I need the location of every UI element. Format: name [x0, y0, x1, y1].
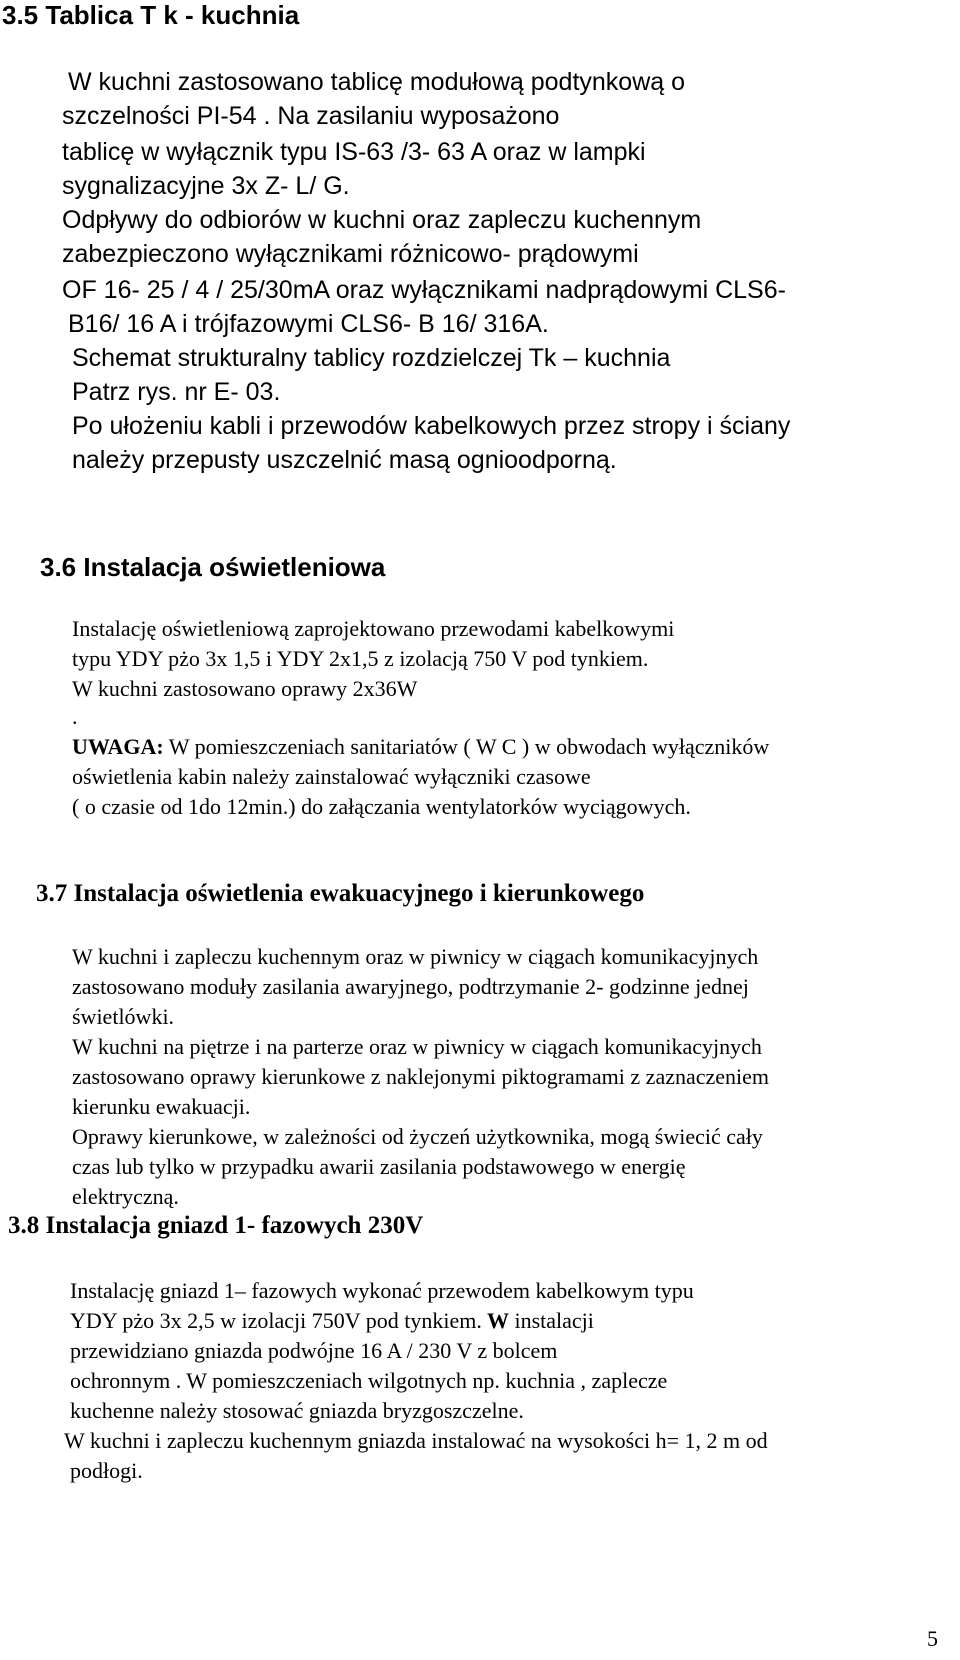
s38-line: Instalację gniazd 1– fazowych wykonać przewodem kabelkowym typu — [70, 1278, 694, 1303]
s37-line: zastosowano oprawy kierunkowe z naklejonymi piktogramami z zaznaczeniem — [72, 1064, 770, 1089]
s37-line: Oprawy kierunkowe, w zależności od życzeń użytkownika, mogą świecić cały — [72, 1124, 763, 1149]
s37-line: świetlówki. — [72, 1004, 175, 1029]
section-3-7-heading: 3.7 Instalacja oświetlenia ewakuacyjnego i kierunkowego — [36, 880, 645, 907]
s35-line: Patrz rys. nr E- 03. — [72, 378, 281, 406]
s35-line: sygnalizacyjne 3x Z- L/ G. — [62, 172, 350, 200]
s38-line: przewidziano gniazda podwójne 16 A / 230 V z bolcem — [70, 1338, 558, 1363]
s38-line2-rest: instalacji — [508, 1308, 594, 1333]
page-number: 5 — [927, 1626, 938, 1651]
section-3-8-heading: 3.8 Instalacja gniazd 1- fazowych 230V — [8, 1212, 424, 1239]
s38-line: W kuchni i zapleczu kuchennym gniazda instalować na wysokości h= 1, 2 m od — [64, 1428, 768, 1453]
s35-line: B16/ 16 A i trójfazowymi CLS6- B 16/ 316A. — [68, 310, 549, 338]
section-3-5-heading: 3.5 Tablica T k - kuchnia — [2, 0, 300, 30]
s35-line: Po ułożeniu kabli i przewodów kabelkowych przez stropy i ściany — [72, 412, 791, 440]
s37-line: elektryczną. — [72, 1184, 179, 1209]
s38-line: kuchenne należy stosować gniazda bryzgoszczelne. — [70, 1398, 524, 1423]
s36-line: typu YDY pżo 3x 1,5 i YDY 2x1,5 z izolacją 750 V pod tynkiem. — [72, 646, 649, 671]
s35-line: W kuchni zastosowano tablicę modułową podtynkową o — [68, 68, 686, 96]
s37-line: W kuchni na piętrze i na parterze oraz w piwnicy w ciągach komunikacyjnych — [72, 1034, 762, 1059]
s35-line: Odpływy do odbiorów w kuchni oraz zapleczu kuchennym — [62, 206, 702, 234]
s36-line: . — [72, 704, 78, 729]
s38-line2-text: YDY pżo 3x 2,5 w izolacji 750V pod tynkiem. — [70, 1308, 482, 1333]
s35-line: zabezpieczono wyłącznikami różnicowo- prądowymi — [62, 240, 639, 268]
s36-warning-line — [72, 734, 769, 760]
s37-line: kierunku ewakuacji. — [72, 1094, 251, 1119]
s37-line: zastosowano moduły zasilania awaryjnego, podtrzymanie 2- godzinne jednej — [72, 974, 749, 999]
s35-line: szczelności PI-54 . Na zasilaniu wyposażono — [62, 102, 560, 130]
s38-line: podłogi. — [70, 1458, 143, 1483]
s37-line: W kuchni i zapleczu kuchennym oraz w piwnicy w ciągach komunikacyjnych — [72, 944, 759, 969]
s36-line: W kuchni zastosowano oprawy 2x36W — [72, 676, 418, 701]
s35-line: Schemat strukturalny tablicy rozdzielczej Tk – kuchnia — [72, 344, 671, 372]
s36-line: Instalację oświetleniową zaprojektowano przewodami kabelkowymi — [72, 616, 675, 641]
s38-line2-bold: W — [481, 1308, 509, 1333]
warning-text: W pomieszczeniach sanitariatów ( W C ) w obwodach wyłączników — [163, 734, 770, 759]
s35-line: tablicę w wyłącznik typu IS-63 /3- 63 A oraz w lampki — [62, 138, 646, 166]
s38-line: ochronnym . W pomieszczeniach wilgotnych np. kuchnia , zaplecze — [70, 1368, 668, 1393]
s36-line: oświetlenia kabin należy zainstalować wyłączniki czasowe — [72, 764, 591, 789]
s37-line: czas lub tylko w przypadku awarii zasilania podstawowego w energię — [72, 1154, 686, 1179]
s35-line: należy przepusty uszczelnić masą ognioodporną. — [72, 446, 617, 474]
s35-line: OF 16- 25 / 4 / 25/30mA oraz wyłącznikami nadprądowymi CLS6- — [62, 276, 786, 304]
s38-line — [70, 1308, 594, 1334]
warning-label: UWAGA: — [72, 734, 164, 759]
section-3-6-heading: 3.6 Instalacja oświetleniowa — [40, 552, 386, 582]
s36-line: ( o czasie od 1do 12min.) do załączania wentylatorków wyciągowych. — [72, 794, 691, 819]
